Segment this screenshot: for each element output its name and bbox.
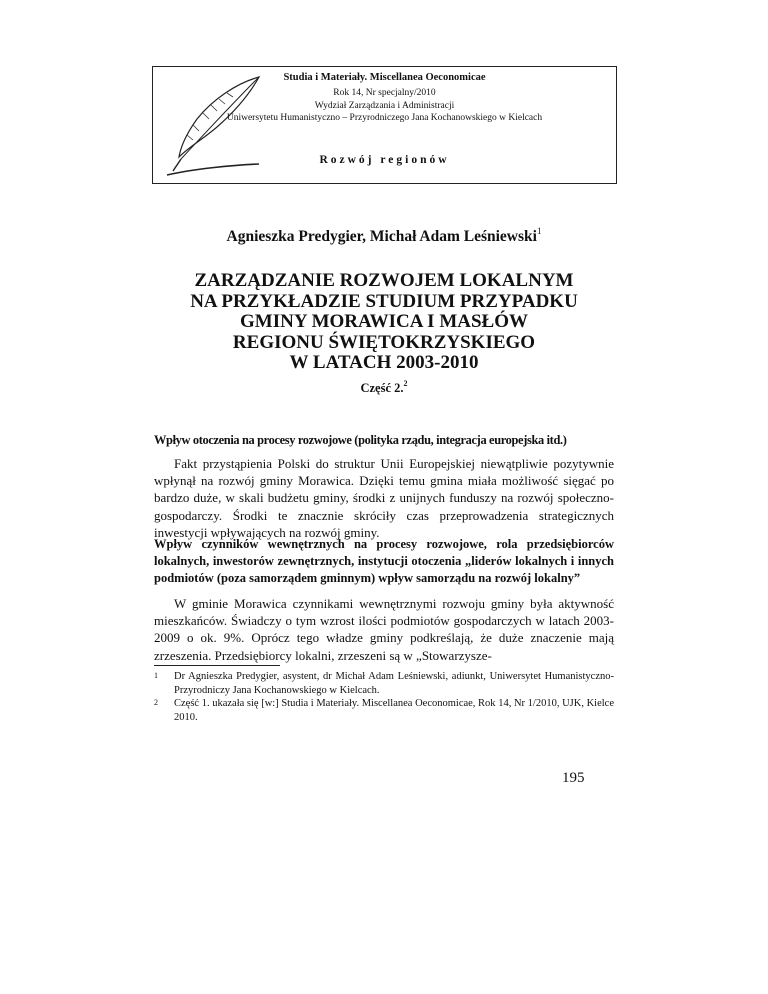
- journal-faculty: Wydział Zarządzania i Administracji: [314, 101, 455, 111]
- footnotes: [154, 670, 614, 724]
- article-part: [0, 381, 768, 396]
- footnote-2: [154, 697, 614, 724]
- footnote-number: 1: [154, 671, 158, 680]
- part-text: Część 2.: [360, 381, 404, 395]
- footnote-ref-1[interactable]: 1: [536, 226, 542, 236]
- footnote-text: Dr Agnieszka Predygier, asystent, dr Michał Adam Leśniewski, adiunkt, Uniwersytet Humanistyczno-Przyrodniczy Jana Kochanowskiego w Kielcach.: [174, 671, 614, 696]
- title-line: NA PRZYKŁADZIE STUDIUM PRZYPADKU: [190, 290, 578, 312]
- authors-text: Agnieszka Predygier, Michał Adam Leśniewski: [226, 228, 537, 245]
- journal-section: Rozwój regionów: [319, 154, 450, 166]
- paragraph-1: [154, 455, 614, 541]
- title-line: W LATACH 2003-2010: [289, 352, 479, 373]
- section-heading-2: Wpływ czynników wewnętrznych na procesy rozwojowe, rola przedsiębiorców lokalnych, inwestorów zewnętrznych, instytucji otoczenia „liderów lokalnych i innych podmiotów (poza samorządem gminnym) wpływ samorządu na rozwój lokalny”: [154, 537, 614, 586]
- paragraph-2: [154, 595, 614, 664]
- paragraph-1-text: Fakt przystąpienia Polski do struktur Unii Europejskiej niewątpliwie pozytywnie wpłynął na rozwój gminy Morawica. Dzięki temu gmina miała możliwość sięgać po bardzo duże, w skali budżetu gminy, środki z unijnych funduszy na rozwój społeczno-gospodarczy. Środki te znacznie skróciły czas przeprowadzenia strategicznych inwestycji wpływających na rozwój gminy.: [154, 456, 614, 540]
- title-line: GMINY MORAWICA I MASŁÓW: [240, 311, 528, 332]
- footnote-number: 2: [154, 698, 158, 707]
- journal-header: [152, 66, 617, 184]
- paragraph-2-text: W gminie Morawica czynnikami wewnętrznymi rozwoju gminy była aktywność mieszkańców. Świadczy o tym wzrost ilości podmiotów gospodarczych w latach 2003-2009 o ok. 9%. Oprócz tego władze gminy podkreślają, że duże znaczenie mają zrzeszenia. Przedsiębiorcy lokalni, zrzeszeni są w „Stowarzysze-: [154, 596, 614, 663]
- footnote-text: Część 1. ukazała się [w:] Studia i Materiały. Miscellanea Oeconomicae, Rok 14, Nr 1/2010, UJK, Kielce 2010.: [174, 698, 614, 723]
- footnote-ref-2[interactable]: 2: [403, 379, 408, 388]
- section-heading-1: Wpływ otoczenia na procesy rozwojowe (polityka rządu, integracja europejska itd.): [154, 433, 567, 447]
- title-line: ZARZĄDZANIE ROZWOJEM LOKALNYM: [194, 270, 574, 291]
- footnote-1: [154, 670, 614, 697]
- page-number: 195: [562, 770, 585, 786]
- article-title: [0, 271, 768, 374]
- journal-university: Uniwersytetu Humanistyczno – Przyrodniczego Jana Kochanowskiego w Kielcach: [226, 113, 543, 123]
- title-line: REGIONU ŚWIĘTOKRZYSKIEGO: [232, 331, 536, 353]
- article-authors: [0, 228, 768, 246]
- journal-title: Studia i Materiały. Miscellanea Oeconomicae: [283, 72, 486, 83]
- journal-issue: Rok 14, Nr specjalny/2010: [333, 88, 436, 98]
- footnote-divider: [154, 665, 280, 666]
